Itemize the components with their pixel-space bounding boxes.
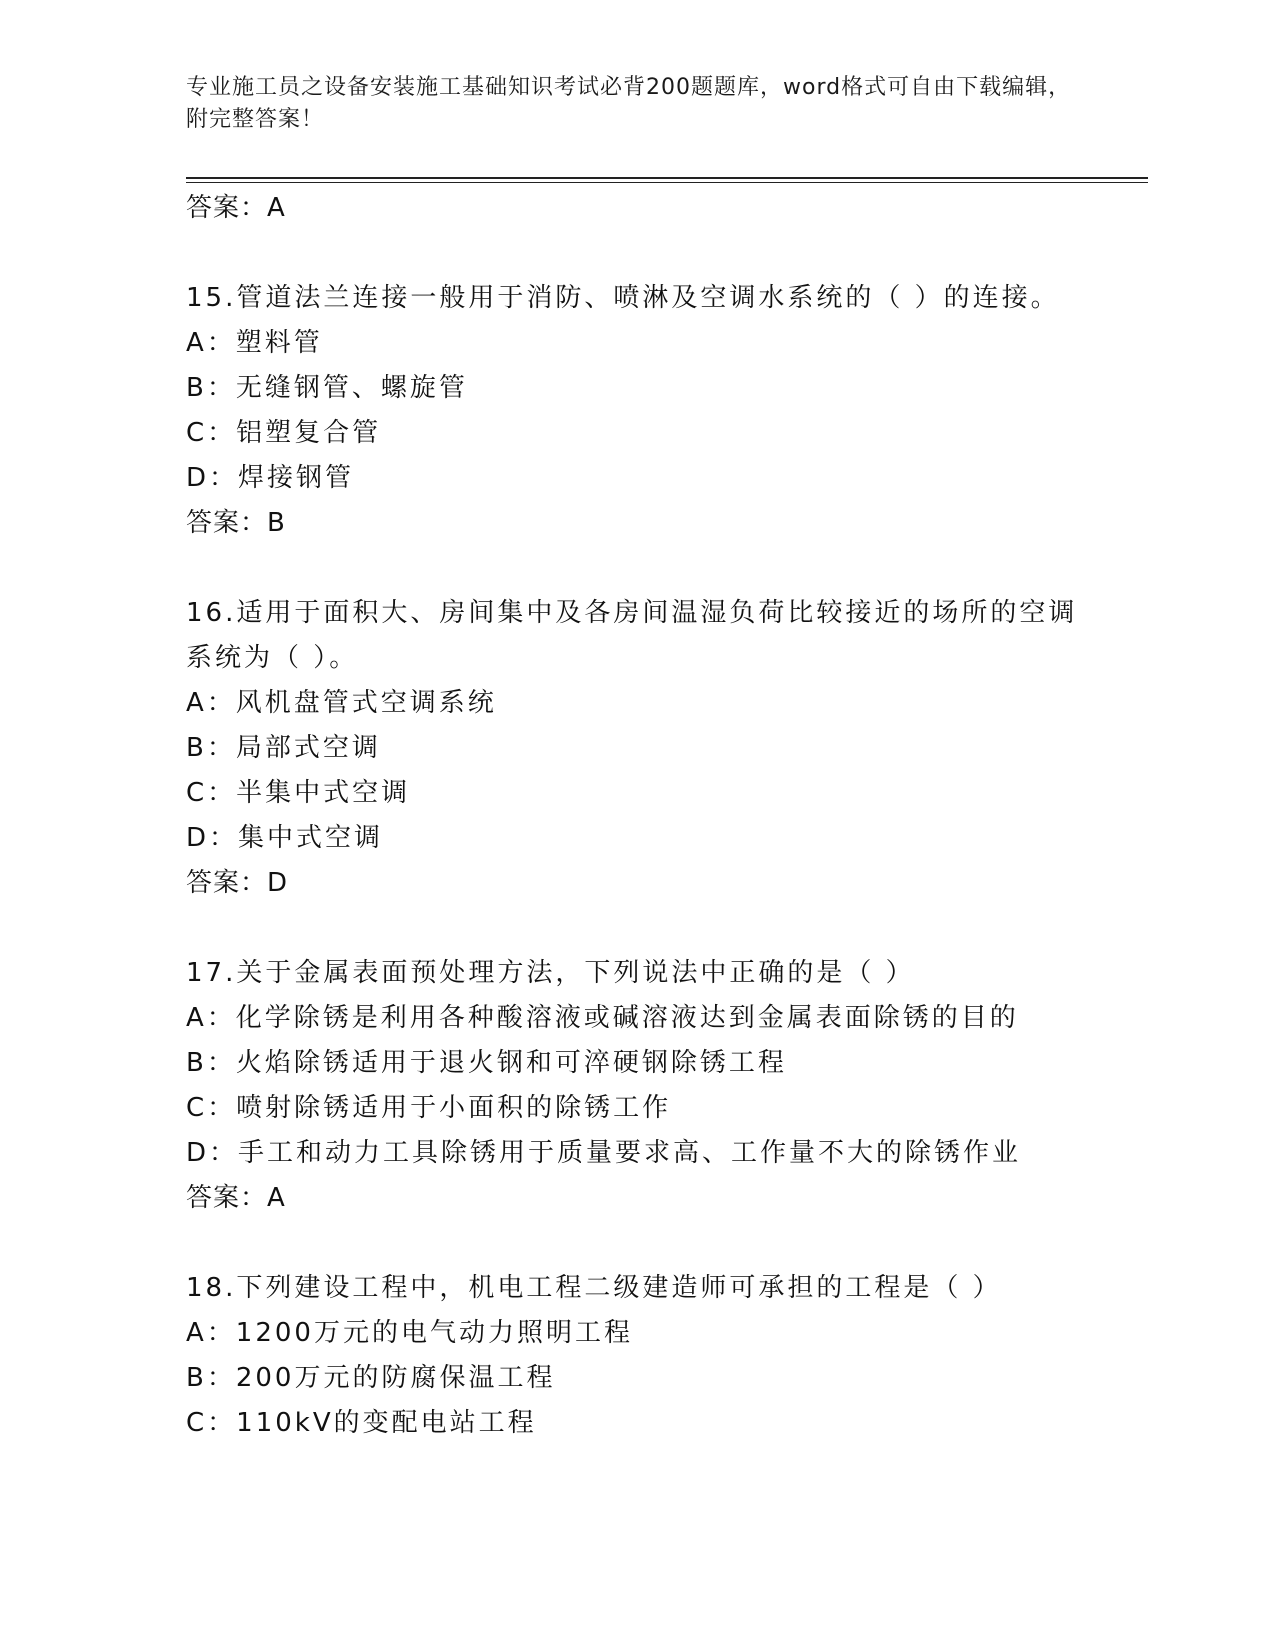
option-d: D：焊接钢管 xyxy=(186,463,355,493)
answer-text: 答案：A xyxy=(186,193,286,223)
answer-text: 答案：B xyxy=(186,508,286,538)
option-c: C：铝塑复合管 xyxy=(186,418,382,448)
option-d: D：集中式空调 xyxy=(186,823,384,853)
question-text: 16.适用于面积大、房间集中及各房间温湿负荷比较接近的场所的空调系统为（ ）。 xyxy=(186,598,1078,673)
question-text: 18.下列建设工程中，机电工程二级建造师可承担的工程是（ ） xyxy=(186,1273,1002,1303)
option-a: A：1200万元的电气动力照明工程 xyxy=(186,1318,633,1348)
answer-text: 答案：D xyxy=(186,868,289,898)
question-block-17 xyxy=(186,951,1106,1221)
question-block-14 xyxy=(186,186,1106,231)
question-text: 15.管道法兰连接一般用于消防、喷淋及空调水系统的（ ）的连接。 xyxy=(186,283,1060,313)
question-block-15 xyxy=(186,276,1106,546)
option-c: C：110kV的变配电站工程 xyxy=(186,1408,537,1438)
question-text: 17.关于金属表面预处理方法，下列说法中正确的是（ ） xyxy=(186,958,915,988)
question-block-18 xyxy=(186,1266,1106,1446)
question-block-16 xyxy=(186,591,1106,906)
question-list xyxy=(186,186,1106,1446)
option-a: A：塑料管 xyxy=(186,328,323,358)
header-divider-thin xyxy=(186,182,1148,183)
answer-text: 答案：A xyxy=(186,1183,286,1213)
option-c: C：喷射除锈适用于小面积的除锈工作 xyxy=(186,1093,672,1123)
header-divider xyxy=(186,177,1148,179)
option-b: B：无缝钢管、螺旋管 xyxy=(186,373,468,403)
option-b: B：200万元的防腐保温工程 xyxy=(186,1363,556,1393)
option-a: A：风机盘管式空调系统 xyxy=(186,688,497,718)
document-header: 专业施工员之设备安装施工基础知识考试必背200题题库，word格式可自由下载编辑，附完整答案！ xyxy=(186,75,1072,132)
option-d: D：手工和动力工具除锈用于质量要求高、工作量不大的除锈作业 xyxy=(186,1138,1022,1168)
option-c: C：半集中式空调 xyxy=(186,778,411,808)
option-b: B：局部式空调 xyxy=(186,733,381,763)
option-a: A：化学除锈是利用各种酸溶液或碱溶液达到金属表面除锈的目的 xyxy=(186,1003,1019,1033)
option-b: B：火焰除锈适用于退火钢和可淬硬钢除锈工程 xyxy=(186,1048,787,1078)
